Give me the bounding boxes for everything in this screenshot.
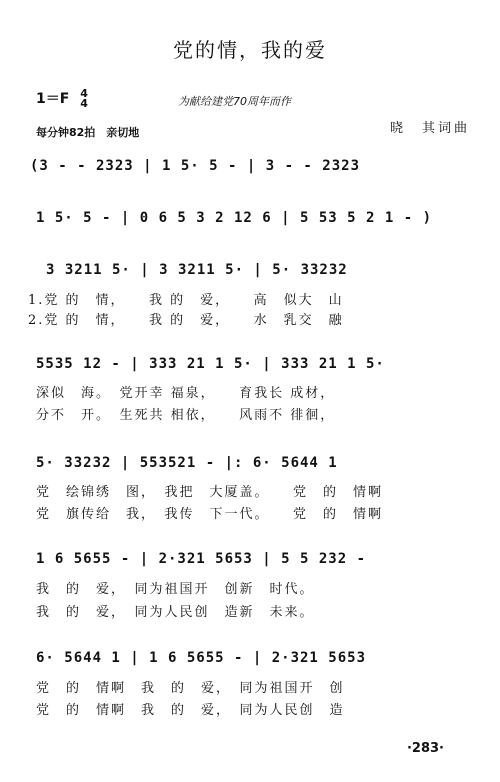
author-credit: 晓 其词曲: [390, 121, 471, 136]
time-top: 4: [80, 87, 88, 100]
system-3-notes: 3 3211 5· | 3 3211 5· | 5· 33232: [46, 262, 348, 278]
system-7-lyrics-2: 党 的 情啊 我 的 爱， 同为人民创 造: [36, 703, 345, 718]
system-5-notes: 5· 33232 | 553521 - |: 6· 5644 1: [36, 455, 338, 471]
page-number: ·283·: [406, 741, 444, 756]
system-3-lyrics-2: 2.党 的 情， 我 的 爱， 水 乳交 融: [28, 313, 344, 328]
system-1-notes: (3 - - 2323 | 1 5· 5 - | 3 - - 2323: [30, 158, 361, 174]
system-4-lyrics-2: 分不 开。 生死共 相依， 风雨不 徘徊，: [36, 408, 336, 423]
system-4-notes: 5535 12 - | 333 21 1 5· | 333 21 1 5·: [36, 356, 385, 372]
dedication: 为献给建党70周年而作: [178, 95, 291, 108]
time-bottom: 4: [80, 97, 88, 110]
system-6-lyrics-2: 我 的 爱， 同为人民创 造新 未来。: [36, 605, 315, 620]
system-5-lyrics-1: 党 绘锦绣 图， 我把 大厦盖。 党 的 情啊: [36, 485, 384, 500]
song-title: 党的情，我的爱: [173, 38, 327, 62]
system-2-notes: 1 5· 5 - | 0 6 5 3 2 12 6 | 5 53 5 2 1 - ): [36, 210, 433, 226]
tempo-marking: 每分钟82拍 亲切地: [36, 126, 140, 139]
system-7-notes: 6· 5644 1 | 1 6 5655 - | 2·321 5653: [36, 650, 367, 666]
system-6-lyrics-1: 我 的 爱， 同为祖国开 创新 时代。: [36, 582, 315, 597]
system-5-lyrics-2: 党 旗传给 我， 我传 下一代。 党 的 情啊: [36, 507, 384, 522]
system-7-lyrics-1: 党 的 情啊 我 的 爱， 同为祖国开 创: [36, 681, 345, 696]
system-4-lyrics-1: 深似 海。 党开幸 福泉， 育我长 成材，: [36, 386, 336, 401]
time-signature: [80, 89, 88, 109]
system-3-lyrics-1: 1.党 的 情， 我 的 爱， 高 似大 山: [28, 293, 344, 308]
key-signature: [36, 88, 88, 109]
key-label: 1＝F: [36, 91, 70, 107]
system-6-notes: 1 6 5655 - | 2·321 5653 | 5 5 232 -: [36, 551, 367, 567]
